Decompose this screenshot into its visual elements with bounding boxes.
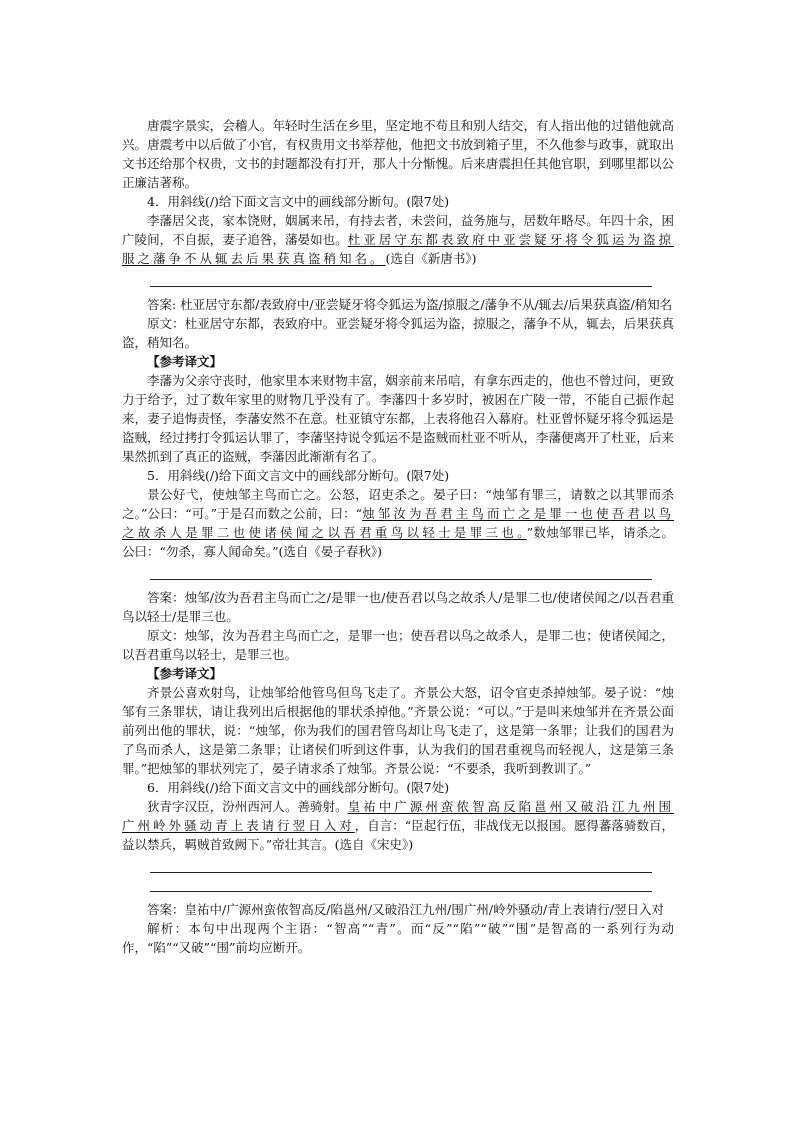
question-4-prompt: 4．用斜线(/)给下面文言文中的画线部分断句。(限7处) — [147, 194, 450, 209]
question-6-text-b: ，自言：“臣起行伍，非战伐无以报国。愿得蕃落骑数百，益以禁兵，羁贼首致阙下。”帝壮其言。(选自《宋史》) — [122, 818, 674, 852]
question-5-underlined: 烛邹汝为吾君主鸟而亡之是罪一也使吾君以鸟之故杀人是罪二也使诸侯闻之以吾君重鸟以轻士是罪三也。 — [122, 506, 674, 540]
question-6-passage — [122, 797, 674, 854]
question-4-translation: 李藩为父亲守丧时，他家里本来财物丰富，姻亲前来吊唁，有拿东西走的，他也不曾过问，更致力于给予，过了数年家里的财物几乎没有了。李藩四十多岁时，被困在广陵一带，不能自己振作起来，妻子追悔责怪，李藩安然不在意。杜亚镇守东都，上表将他召入幕府。杜亚曾怀疑牙将令狐运是盗贼，经过拷打令狐运认罪了，李藩坚持说令狐运不是盗贼而杜亚不听从，李藩便离开了杜亚，后来果然抓到了真正的盗贼，李藩因此渐渐有名了。 — [122, 373, 674, 464]
answer-line[interactable] — [150, 873, 652, 892]
answer-line[interactable] — [150, 854, 652, 873]
question-5-original: 原文：烛邹，汝为吾君主鸟而亡之，是罪一也；使吾君以鸟之故杀人，是罪二也；使诸侯闻之，以吾君重鸟以轻士，是罪三也。 — [122, 628, 674, 662]
question-5-text-b: ”数烛邹罪已毕，请杀之。公曰：“勿杀，寡人闻命矣。”(选自《晏子春秋》) — [122, 525, 674, 559]
question-5-prompt: 5．用斜线(/)给下面文言文中的画线部分断句。(限7处) — [147, 468, 450, 483]
question-6-analysis: 解析：本句中出现两个主语：“智高”“青”。而“反”“陷”“破”“围”是智高的一系列行为动作，“陷”“又破”“围”前均应断开。 — [122, 921, 674, 955]
question-5-answer: 答案：烛邹/汝为吾君主鸟而亡之/是罪一也/使吾君以鸟之故杀人/是罪二也/使诸侯闻之/以吾君重鸟以轻士/是罪三也。 — [122, 590, 674, 624]
question-4-passage — [122, 211, 674, 268]
question-5-passage — [122, 485, 674, 561]
question-4-answer: 答案: 杜亚居守东都/表致府中/亚尝疑牙将令狐运为盗/掠服之/藩争不从/辄去/后果获真盗/稍知名 — [147, 297, 673, 312]
question-6-prompt: 6．用斜线(/)给下面文言文中的画线部分断句。(限7处) — [147, 780, 450, 795]
passage-tang-zhen: 唐震字景实，会稽人。年轻时生活在乡里，坚定地不苟且和别人结交，有人指出他的过错他就高兴。唐震考中以后做了小官，有权贵用文书举荐他，他把文书放到箱子里，不久他参与政事，就取出文书还给那个权贵，文书的封题都没有打开，那人十分惭愧。后来唐震担任其他官职，到哪里都以公正廉洁著称。 — [122, 118, 674, 190]
question-6-underlined: 皇祐中广源州蛮侬智高反陷邕州又破沿江九州围广州岭外骚动青上表请行翌日入对 — [122, 799, 674, 833]
question-6-answer: 答案：皇祐中/广源州蛮侬智高反/陷邕州/又破沿江九州/围广州/岭外骚动/青上表请行/翌日入对 — [147, 902, 664, 917]
question-4-underlined: 杜亚居守东都表致府中亚尝疑牙将令狐运为盗掠服之藩争不从辄去后果获真盗稍知名。 — [122, 232, 674, 266]
question-5-text-a: 景公好弋，使烛邹主鸟而亡之。公怒，诏吏杀之。晏子曰：“烛邹有罪三，请数之以其罪而杀之。”公曰：“可。”于是召而数之公前，曰：“ — [122, 487, 674, 521]
question-5-ref-label: 【参考译文】 — [147, 666, 223, 681]
question-5-translation: 齐景公喜欢射鸟，让烛邹给他管鸟但鸟飞走了。齐景公大怒，诏令官吏杀掉烛邹。晏子说：“烛邹有三条罪状，请让我列出后根据他的罪状杀掉他。”齐景公说：“可以。”于是叫来烛邹并在齐景公面前列出他的罪状，说：“烛邹，你为我们的国君管鸟却让鸟飞走了，这是第一条罪；让我们的国君为了鸟而杀人，这是第二条罪；让诸侯们听到这件事，认为我们的国君重视鸟而轻视人，这是第三条罪。”把烛邹的罪状列完了，晏子请求杀了烛邹。齐景公说：“不要杀，我听到教训了。” — [122, 685, 674, 776]
answer-line[interactable] — [150, 268, 652, 287]
answer-line[interactable] — [150, 561, 652, 580]
document-page — [122, 116, 674, 957]
question-4-text-a: 李藩居父丧，家本饶财，姻属来吊，有持去者，未尝问，益务施与，居数年略尽。年四十余，困广陵间，不自振，妻子追咎，藩晏如也。 — [122, 213, 674, 247]
question-4-text-b: (选自《新唐书》) — [385, 251, 477, 266]
question-4-original: 原文：杜亚居守东都，表致府中。亚尝疑牙将令狐运为盗，掠服之，藩争不从，辄去，后果获真盗，稍知名。 — [122, 316, 674, 350]
question-6-text-a: 狄青字汉臣，汾州西河人。善骑射。 — [147, 799, 348, 814]
question-4-ref-label: 【参考译文】 — [147, 354, 223, 369]
